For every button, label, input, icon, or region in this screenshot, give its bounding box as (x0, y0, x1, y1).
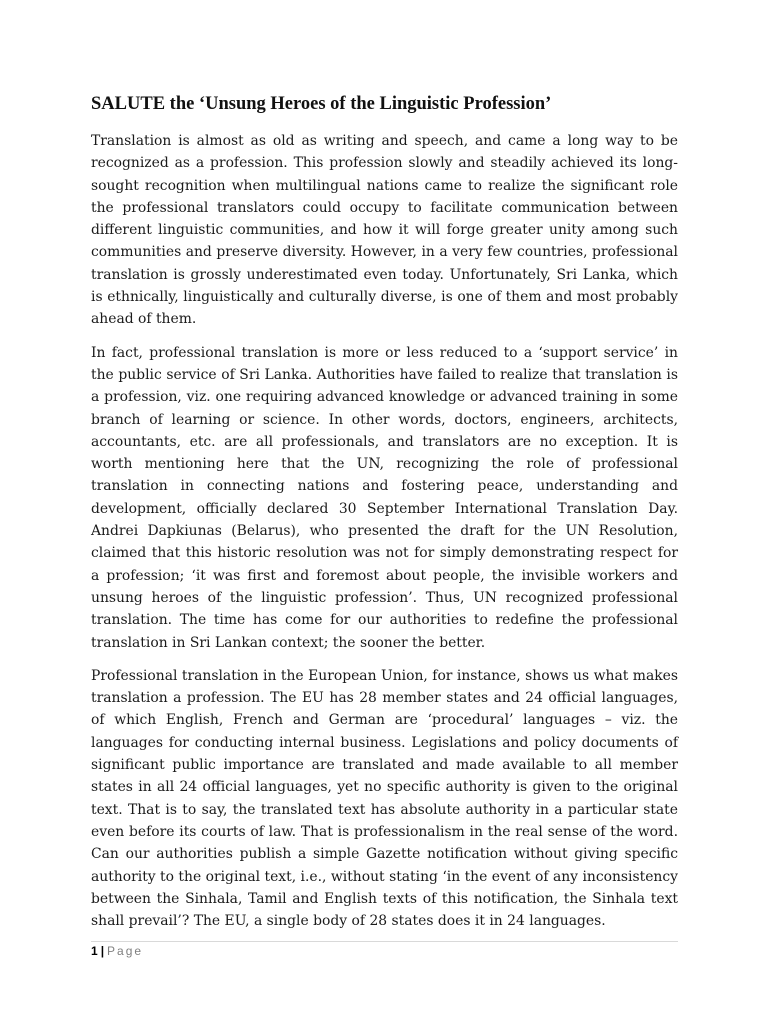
paragraph-2: In fact, professional translation is more or less reduced to a ‘support service’ in the public service of Sri Lanka. Authorities have failed to realize that translation is a profession, viz. one requiring advanced knowledge or advanced training in some branch of learning or science. In other words, doctors, engineers, architects, accountants, etc. are all professionals, and translators are no exception. It is worth mentioning here that the UN, recognizing the role of professional translation in connecting nations and fostering peace, understanding and development, officially declared 30 September International Translation Day. Andrei Dapkiunas (Belarus), who presented the draft for the UN Resolution, claimed that this historic resolution was not for simply demonstrating respect for a profession; ‘it was first and foremost about people, the invisible workers and unsung heroes of the linguistic profession’. Thus, UN recognized professional translation. The time has come for our authorities to redefine the professional translation in Sri Lankan context; the sooner the better. (91, 344, 678, 651)
paragraph-1: Translation is almost as old as writing and speech, and came a long way to be recognized as a profession. This profession slowly and steadily achieved its long-sought recognition when multilingual nations came to realize the significant role the professional translators could occupy to facilitate communication between different linguistic communities, and how it will forge greater unity among such communities and preserve diversity. However, in a very few countries, professional translation is grossly underestimated even today. Unfortunately, Sri Lanka, which is ethnically, linguistically and culturally diverse, is one of them and most probably ahead of them. (91, 133, 678, 328)
page-number: 1 (91, 944, 98, 958)
footer-separator: | (100, 944, 105, 958)
page-footer (91, 943, 143, 959)
document-body (91, 92, 678, 943)
paragraph-3: Professional translation in the European Union, for instance, shows us what makes translation a profession. The EU has 28 member states and 24 official languages, of which English, French and German are ‘procedural’ languages – viz. the languages for conducting internal business. Legislations and policy documents of significant public importance are translated and made available to all member states in all 24 official languages, yet no specific authority is given to the original text. That is to say, the translated text has absolute authority in a particular state even before its courts of law. That is professionalism in the real sense of the word. Can our authorities publish a simple Gazette notification without giving specific authority to the original text, i.e., without stating ‘in the event of any inconsistency between the Sinhala, Tamil and English texts of this notification, the Sinhala text shall prevail’? The EU, a single body of 28 states does it in 24 languages. (91, 667, 678, 930)
document-title: SALUTE the ‘Unsung Heroes of the Linguistic Profession’ (91, 94, 552, 114)
footer-divider (91, 941, 678, 942)
page-label: Page (107, 944, 144, 958)
